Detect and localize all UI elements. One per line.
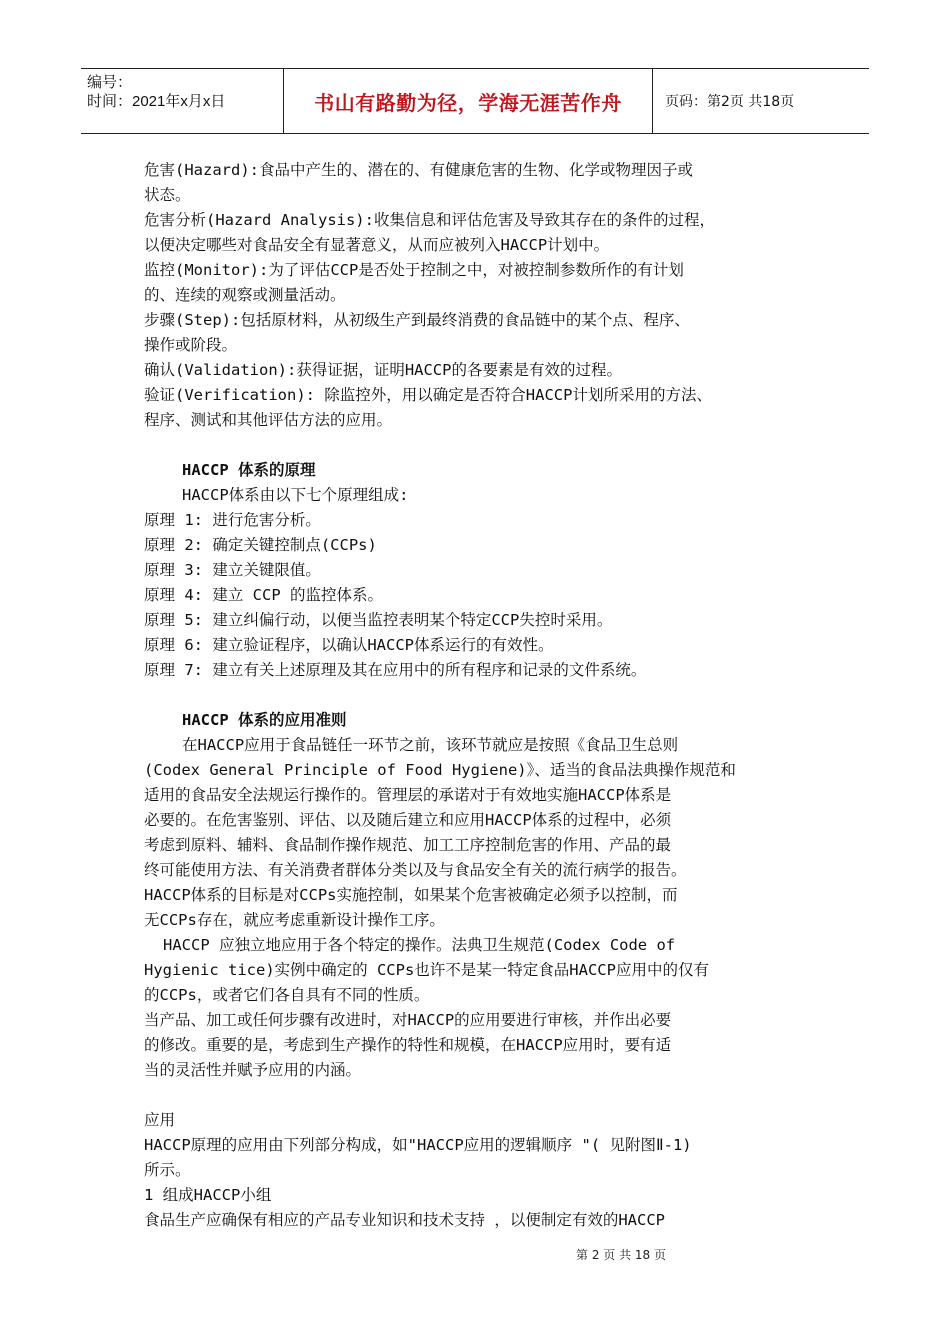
section-heading-guidelines: HACCP 体系的应用准则: [182, 711, 347, 729]
section-heading-application: 应用: [144, 1111, 176, 1129]
definition-line: 操作或阶段。: [144, 336, 238, 354]
paragraph-line: 终可能使用方法、有关消费者群体分类以及与食品安全有关的流行病学的报告。: [144, 861, 687, 879]
spacer: [144, 683, 824, 708]
definition-line: 以便决定哪些对食品安全有显著意义，从而应被列入HACCP计划中。: [144, 236, 610, 254]
guidelines-section: [144, 708, 824, 1083]
definitions-block: [144, 158, 824, 433]
application-section: [144, 1108, 824, 1233]
principles-intro: HACCP体系由以下七个原理组成:: [182, 486, 409, 504]
principle-item: 原理 5: 建立纠偏行动，以便当监控表明某个特定CCP失控时采用。: [144, 611, 613, 629]
header-meta: [81, 69, 283, 133]
spacer: [144, 433, 824, 458]
definition-line: 的、连续的观察或测量活动。: [144, 286, 346, 304]
document-date: 时间：2021年x月x日: [87, 93, 226, 110]
paragraph-line: HACCP 应独立地应用于各个特定的操作。法典卫生规范(Codex Code of: [163, 936, 676, 954]
paragraph-line: 无CCPs存在，就应考虑重新设计操作工序。: [144, 911, 445, 929]
definition-line: 监控(Monitor):为了评估CCP是否处于控制之中，对被控制参数所作的有计划: [144, 261, 684, 279]
paragraph-line: 必要的。在危害鉴别、评估、以及随后建立和应用HACCP体系的过程中，必须: [144, 811, 672, 829]
paragraph-line: 的CCPs，或者它们各自具有不同的性质。: [144, 986, 430, 1004]
paragraph-line: 当的灵活性并赋予应用的内涵。: [144, 1061, 362, 1079]
paragraph-line: (Codex General Principle of Food Hygiene)》、适当的食品法典操作规范和: [144, 761, 736, 779]
header-page-info: 页码：第2页 共18页: [665, 94, 795, 110]
principles-section: [144, 458, 824, 683]
document-number-label: 编号：: [87, 74, 133, 91]
paragraph-line: 的修改。重要的是，考虑到生产操作的特性和规模，在HACCP应用时，要有适: [144, 1036, 672, 1054]
definition-line: 步骤(Step):包括原材料，从初级生产到最终消费的食品链中的某个点、程序、: [144, 311, 690, 329]
page-header: [81, 68, 869, 134]
paragraph-line: 考虑到原料、辅料、食品制作操作规范、加工工序控制危害的作用、产品的最: [144, 836, 672, 854]
definition-line: 程序、测试和其他评估方法的应用。: [144, 411, 393, 429]
paragraph-line: 1 组成HACCP小组: [144, 1186, 272, 1204]
spacer: [144, 1083, 824, 1108]
paragraph-line: 所示。: [144, 1161, 191, 1179]
definition-line: 危害(Hazard):食品中产生的、潜在的、有健康危害的生物、化学或物理因子或: [144, 161, 693, 179]
principle-item: 原理 6: 建立验证程序，以确认HACCP体系运行的有效性。: [144, 636, 554, 654]
paragraph-line: 食品生产应确保有相应的产品专业知识和技术支持 ，以便制定有效的HACCP: [144, 1211, 665, 1229]
paragraph-line: HACCP原理的应用由下列部分构成，如"HACCP应用的逻辑顺序 "( 见附图Ⅱ-1): [144, 1136, 692, 1154]
principle-item: 原理 4: 建立 CCP 的监控体系。: [144, 586, 383, 604]
section-heading-principles: HACCP 体系的原理: [182, 461, 316, 479]
principle-item: 原理 2: 确定关键控制点(CCPs): [144, 536, 377, 554]
principle-item: 原理 3: 建立关键限值。: [144, 561, 321, 579]
definition-line: 确认(Validation):获得证据，证明HACCP的各要素是有效的过程。: [144, 361, 622, 379]
paragraph-line: 在HACCP应用于食品链任一环节之前，该环节就应是按照《食品卫生总则: [182, 736, 679, 754]
definition-line: 危害分析(Hazard Analysis):收集信息和评估危害及导致其存在的条件的过程，: [144, 211, 715, 229]
principle-item: 原理 7: 建立有关上述原理及其在应用中的所有程序和记录的文件系统。: [144, 661, 647, 679]
paragraph-line: Hygienic tice)实例中确定的 CCPs也许不是某一特定食品HACCP应用中的仅有: [144, 961, 709, 979]
principle-item: 原理 1: 进行危害分析。: [144, 511, 321, 529]
definition-line: 状态。: [144, 186, 191, 204]
document-body: [144, 158, 824, 1233]
paragraph-line: HACCP体系的目标是对CCPs实施控制，如果某个危害被确定必须予以控制，而: [144, 886, 678, 904]
definition-line: 验证(Verification): 除监控外，用以确定是否符合HACCP计划所采用的方法、: [144, 386, 712, 404]
paragraph-line: 适用的食品安全法规运行操作的。管理层的承诺对于有效地实施HACCP体系是: [144, 786, 672, 804]
page-footer: 第 2 页 共 18 页: [576, 1248, 666, 1262]
header-motto: 书山有路勤为径，学海无涯苦作舟: [283, 69, 653, 133]
paragraph-line: 当产品、加工或任何步骤有改进时，对HACCP的应用要进行审核，并作出必要: [144, 1011, 672, 1029]
